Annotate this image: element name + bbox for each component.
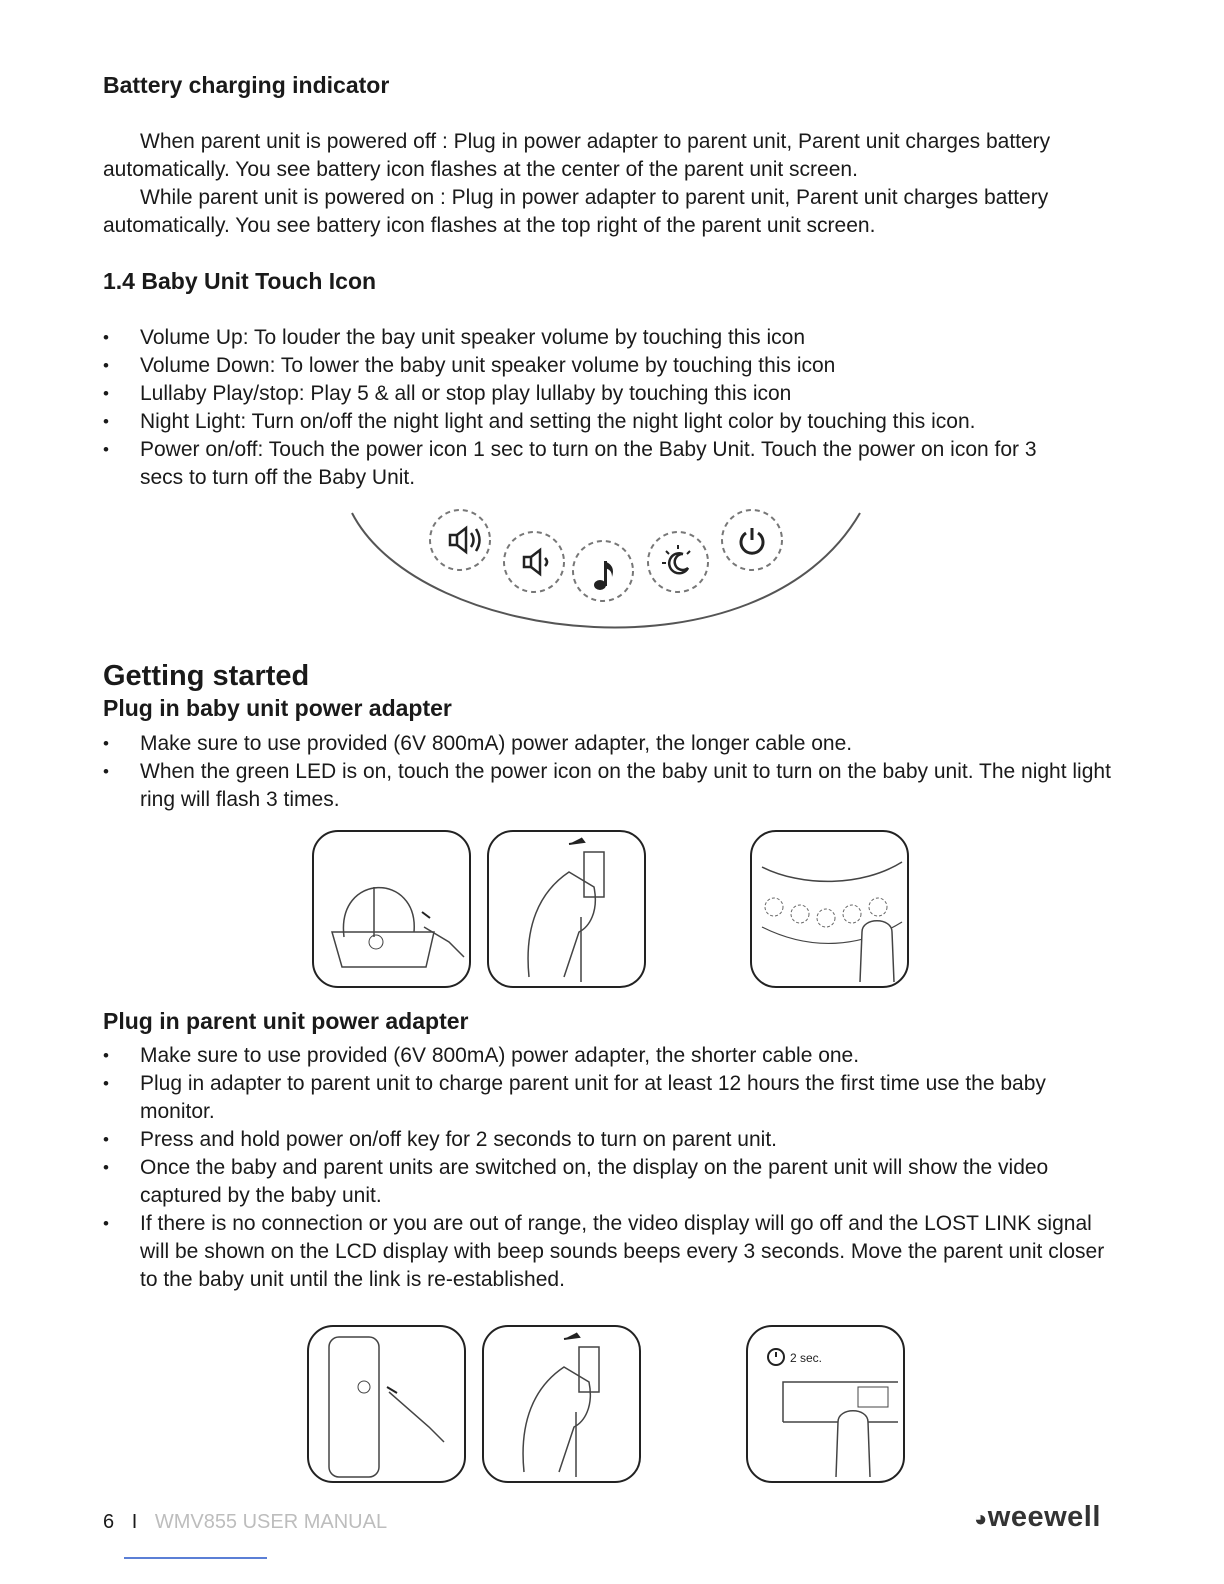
timer-label: 2 sec. bbox=[790, 1351, 823, 1365]
list-item: • If there is no connection or you are out of range, the video display will go off and the LOST LINK signal will be shown on the LCD display with beep sounds beeps every 3 seconds. Move the parent unit closer to the baby unit until the link is re-established. bbox=[103, 1210, 1125, 1294]
parent-adapter-list bbox=[103, 1042, 1118, 1294]
hand-plug-drawing bbox=[489, 832, 644, 986]
baby-unit-plug-figure bbox=[312, 830, 471, 988]
list-item: • Night Light: Turn on/off the night light and setting the night light color by touching this icon. bbox=[103, 408, 1118, 436]
list-item: • Volume Up: To louder the bay unit speaker volume by touching this icon bbox=[103, 324, 1118, 352]
timer-icon bbox=[768, 1349, 784, 1365]
lullaby-note-icon bbox=[594, 561, 613, 590]
list-item: • Plug in adapter to parent unit to charge parent unit for at least 12 hours the first time use the baby monitor. bbox=[103, 1070, 1090, 1126]
battery-paragraph-off bbox=[103, 128, 1113, 184]
parent-unit-plug-figure bbox=[307, 1325, 466, 1483]
touch-icon-list bbox=[103, 324, 1118, 492]
finger-touch-drawing bbox=[752, 832, 907, 986]
list-item: • Lullaby Play/stop: Play 5 & all or stop play lullaby by touching this icon bbox=[103, 380, 1118, 408]
finger-press-drawing bbox=[748, 1327, 903, 1481]
page-number: 6 bbox=[103, 1511, 115, 1533]
power-icon bbox=[741, 528, 763, 553]
brand-logo bbox=[974, 1501, 1101, 1534]
brand-logo-icon: ◕ bbox=[974, 1506, 988, 1531]
battery-off-line-2: automatically. You see battery icon flashes at the center of the parent unit screen. bbox=[103, 158, 858, 181]
battery-off-line-1: When parent unit is powered off : Plug in power adapter to parent unit, Parent unit charges battery bbox=[140, 130, 1051, 153]
volume-up-icon bbox=[450, 528, 480, 552]
battery-on-line-1: While parent unit is powered on : Plug in power adapter to parent unit, Parent unit charges battery bbox=[140, 186, 1049, 209]
list-item: • When the green LED is on, touch the power icon on the baby unit to turn on the baby unit. The night light ring will flash 3 times. bbox=[103, 758, 1120, 814]
list-item: • Make sure to use provided (6V 800mA) power adapter, the shorter cable one. bbox=[103, 1042, 1118, 1070]
volume-down-icon bbox=[524, 550, 547, 574]
battery-heading: Battery charging indicator bbox=[103, 72, 390, 98]
touch-icon-heading: 1.4 Baby Unit Touch Icon bbox=[103, 268, 377, 294]
page-footer bbox=[103, 1511, 387, 1534]
list-item: • Make sure to use provided (6V 800mA) power adapter, the longer cable one. bbox=[103, 730, 1118, 758]
list-item: • Power on/off: Touch the power icon 1 sec to turn on the Baby Unit. Touch the power on icon for 3 secs to turn off the Baby Unit. bbox=[103, 436, 1085, 492]
baby-adapter-list bbox=[103, 730, 1118, 814]
night-light-icon bbox=[662, 545, 690, 573]
baby-adapter-heading: Plug in baby unit power adapter bbox=[103, 695, 452, 721]
baby-unit-touch-panel-illustration bbox=[300, 495, 900, 695]
list-item: • Volume Down: To lower the baby unit speaker volume by touching this icon bbox=[103, 352, 1118, 380]
parent-unit-side-drawing bbox=[309, 1327, 464, 1481]
hand-plug-drawing-parent bbox=[484, 1327, 639, 1481]
doc-title: WMV855 USER MANUAL bbox=[154, 1511, 388, 1533]
baby-camera-drawing bbox=[314, 832, 469, 986]
battery-on-line-2: automatically. You see battery icon flashes at the top right of the parent unit screen. bbox=[103, 214, 876, 237]
baby-power-touch-figure bbox=[750, 830, 909, 988]
footer-divider bbox=[124, 1557, 267, 1559]
list-item: • Press and hold power on/off key for 2 seconds to turn on parent unit. bbox=[103, 1126, 1118, 1154]
footer-separator: I bbox=[131, 1511, 138, 1533]
list-item: • Once the baby and parent units are switched on, the display on the parent unit will show the video captured by the baby unit. bbox=[103, 1154, 1100, 1210]
parent-power-hold-figure bbox=[746, 1325, 905, 1483]
battery-paragraph-on bbox=[103, 184, 1113, 240]
brand-name: weewell bbox=[987, 1501, 1101, 1533]
parent-adapter-heading: Plug in parent unit power adapter bbox=[103, 1008, 469, 1034]
baby-adapter-wall-figure bbox=[487, 830, 646, 988]
getting-started-heading: Getting started bbox=[103, 660, 310, 692]
parent-adapter-wall-figure bbox=[482, 1325, 641, 1483]
